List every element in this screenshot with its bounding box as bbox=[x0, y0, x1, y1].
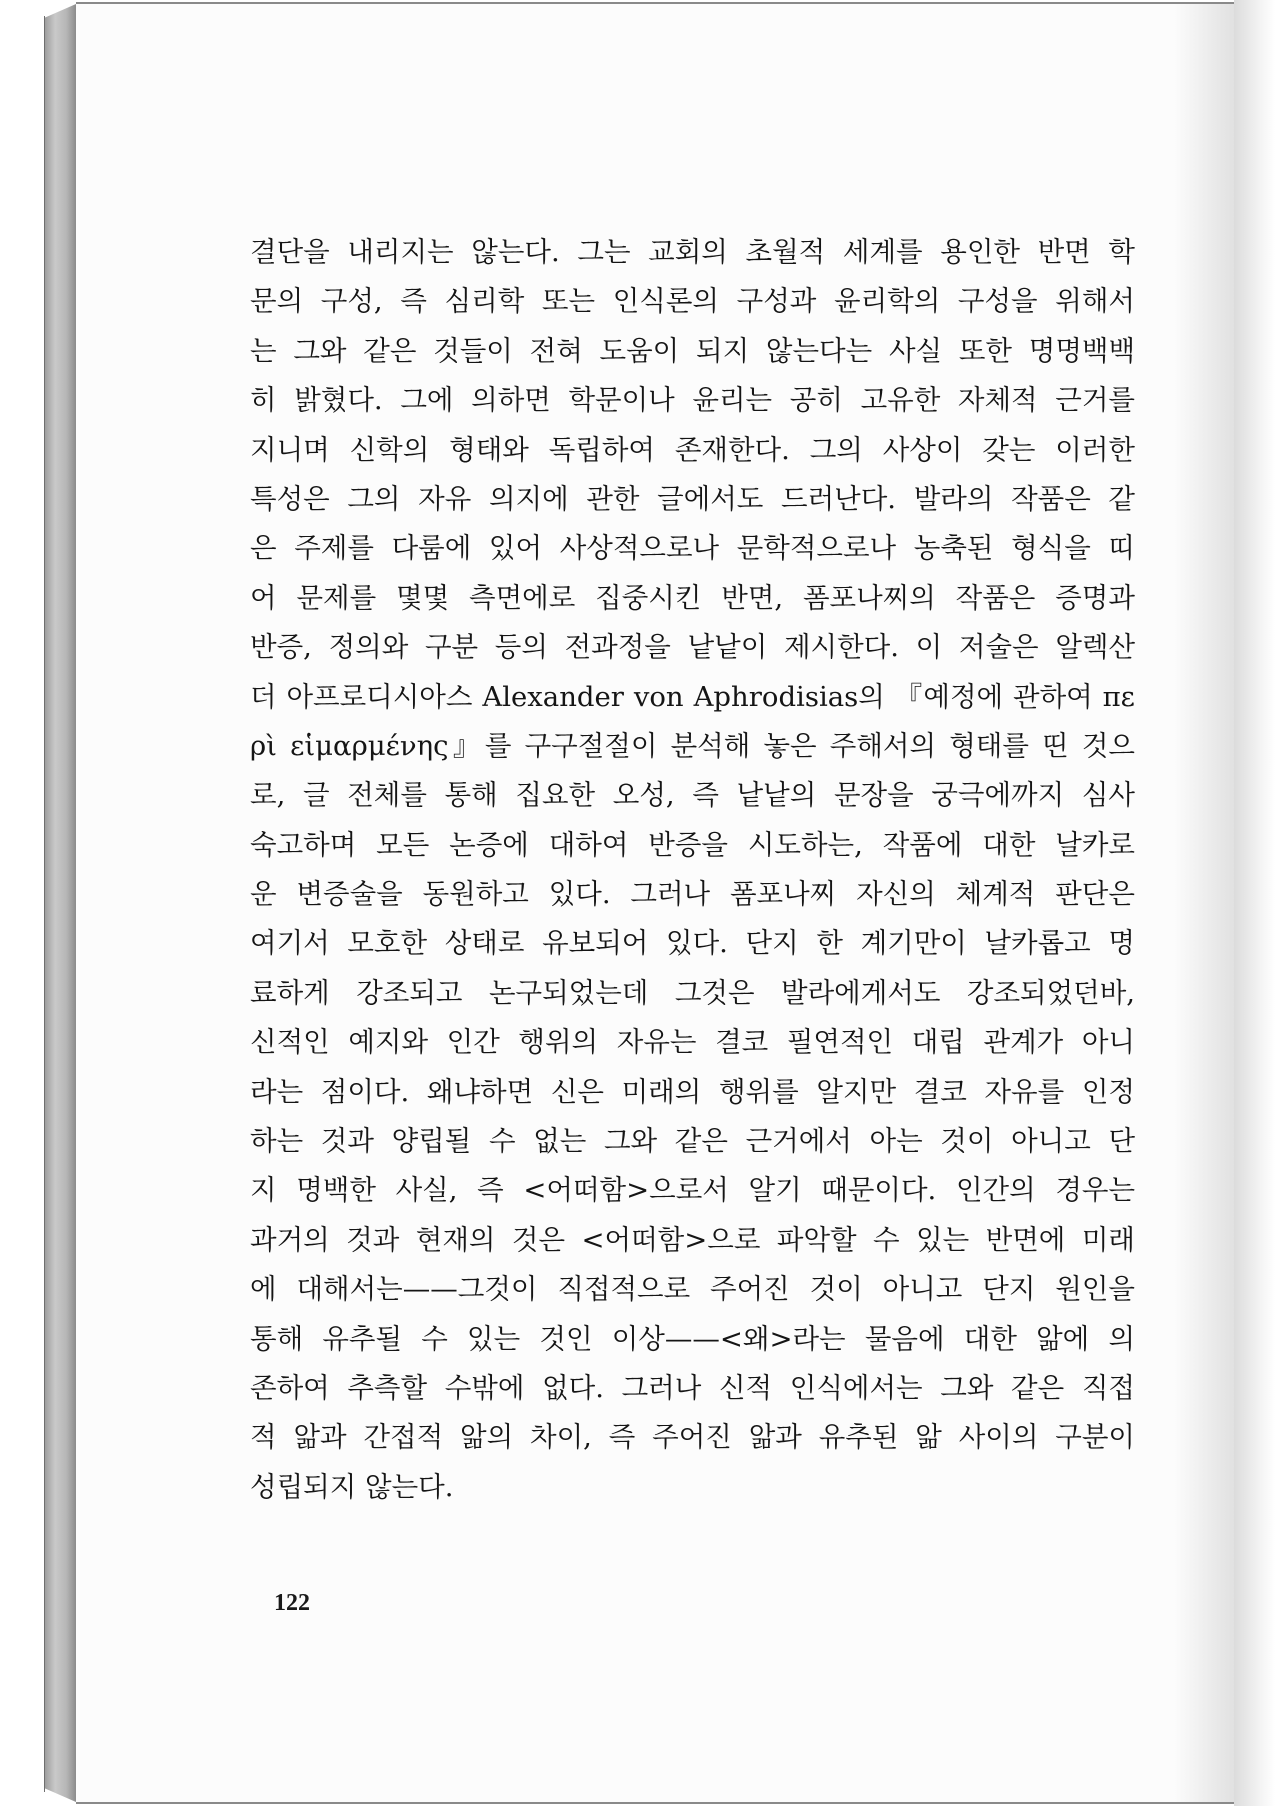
text-line: 운 변증술을 동원하고 있다. 그러나 폼포나찌 자신의 체계적 판단은 bbox=[250, 878, 1135, 911]
text-line: 은 주제를 다룸에 있어 사상적으로나 문학적으로나 농축된 형식을 띠 bbox=[250, 532, 1135, 565]
text-line: 지 명백한 사실, 즉 <어떠함>으로서 알기 때문이다. 인간의 경우는 bbox=[250, 1174, 1135, 1207]
text-line: 에 대해서는——그것이 직접적으로 주어진 것이 아니고 단지 원인을 bbox=[250, 1273, 1135, 1306]
text-line: 여기서 모호한 상태로 유보되어 있다. 단지 한 계기만이 날카롭고 명 bbox=[250, 927, 1135, 960]
text-line: 라는 점이다. 왜냐하면 신은 미래의 행위를 알지만 결코 자유를 인정 bbox=[250, 1075, 1135, 1108]
text-line: 는 그와 같은 것들이 전혀 도움이 되지 않는다는 사실 또한 명명백백 bbox=[250, 334, 1135, 367]
text-line: 통해 유추될 수 있는 것인 이상——<왜>라는 물음에 대한 앎에 의 bbox=[250, 1322, 1135, 1355]
text-line: 문의 구성, 즉 심리학 또는 인식론의 구성과 윤리학의 구성을 위해서 bbox=[250, 285, 1135, 318]
text-line-last: 성립되지 않는다. bbox=[250, 1470, 454, 1503]
text-line: 어 문제를 몇몇 측면에로 집중시킨 반면, 폼포나찌의 작품은 증명과 bbox=[250, 581, 1135, 614]
text-line: 히 밝혔다. 그에 의하면 학문이나 윤리는 공히 고유한 자체적 근거를 bbox=[250, 384, 1135, 417]
book-edge-line bbox=[44, 16, 45, 1792]
text-line: 반증, 정의와 구분 등의 전과정을 낱낱이 제시한다. 이 저술은 알렉산 bbox=[250, 631, 1135, 664]
text-line: ρὶ εἱμαρμένης』를 구구절절이 분석해 놓은 주해서의 형태를 띤 것으 bbox=[250, 729, 1135, 762]
text-line: 결단을 내리지는 않는다. 그는 교회의 초월적 세계를 용인한 반면 학 bbox=[250, 236, 1135, 268]
text-line: 과거의 것과 현재의 것은 <어떠함>으로 파악할 수 있는 반면에 미래 bbox=[250, 1223, 1135, 1256]
text-line: 숙고하며 모든 논증에 대하여 반증을 시도하는, 작품에 대한 날카로 bbox=[250, 828, 1135, 861]
text-line: 특성은 그의 자유 의지에 관한 글에서도 드러난다. 발라의 작품은 같 bbox=[250, 482, 1135, 515]
text-line: 더 아프로디시아스 Alexander von Aphrodisias의 『예정에 관하여 πε bbox=[250, 680, 1135, 713]
book-spine-edge bbox=[44, 4, 76, 1802]
text-line: 신적인 예지와 인간 행위의 자유는 결코 필연적인 대립 관계가 아니 bbox=[250, 1026, 1135, 1059]
text-line: 적 앎과 간접적 앎의 차이, 즉 주어진 앎과 유추된 앎 사이의 구분이 bbox=[250, 1421, 1135, 1454]
page-shadow bbox=[1174, 4, 1234, 1802]
text-line: 로, 글 전체를 통해 집요한 오성, 즉 낱낱의 문장을 궁극에까지 심사 bbox=[250, 779, 1135, 812]
body-text bbox=[250, 228, 1135, 1512]
page-number: 122 bbox=[274, 1590, 310, 1616]
text-line: 하는 것과 양립될 수 없는 그와 같은 근거에서 아는 것이 아니고 단 bbox=[250, 1125, 1135, 1158]
page-right-edge bbox=[1234, 0, 1275, 1806]
text-line: 존하여 추측할 수밖에 없다. 그러나 신적 인식에서는 그와 같은 직접 bbox=[250, 1371, 1135, 1404]
text-line: 료하게 강조되고 논구되었는데 그것은 발라에게서도 강조되었던바, bbox=[250, 976, 1135, 1009]
text-line: 지니며 신학의 형태와 독립하여 존재한다. 그의 사상이 갖는 이러한 bbox=[250, 433, 1135, 466]
